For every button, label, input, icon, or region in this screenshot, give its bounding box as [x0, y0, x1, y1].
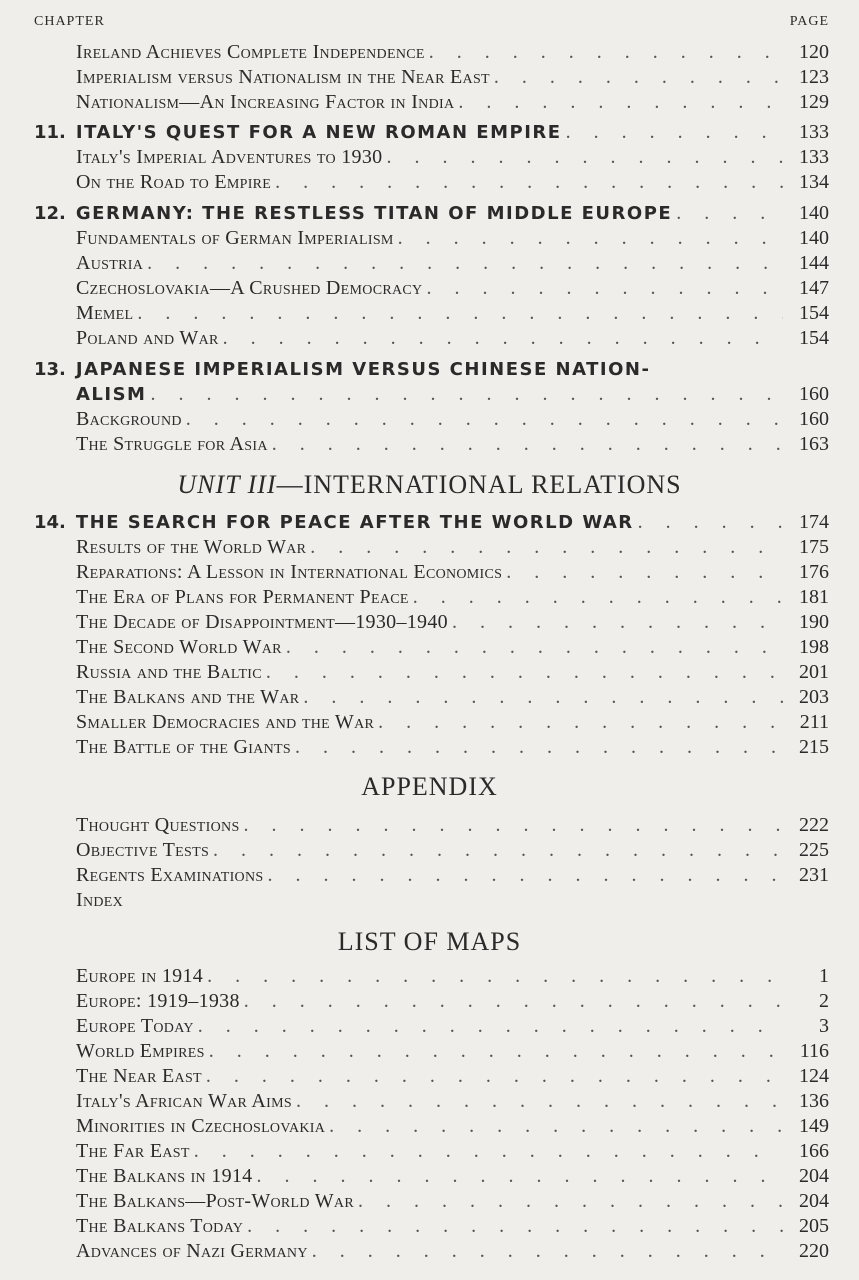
entry-title: Ireland Achieves Complete Independence: [76, 41, 425, 63]
chapter-12-heading[interactable]: [0, 201, 829, 226]
entry-page: 166: [799, 1140, 829, 1162]
entry-page: 134: [799, 171, 829, 193]
maps-heading: LIST OF MAPS: [337, 927, 522, 956]
entry-title: The Far East: [76, 1140, 190, 1162]
toc-entry[interactable]: [0, 610, 829, 635]
map-entry[interactable]: [0, 1239, 829, 1264]
toc-entry[interactable]: [0, 90, 829, 115]
column-headers: [34, 14, 829, 30]
entry-page: 222: [799, 814, 829, 836]
entry-title: The Second World War: [76, 636, 282, 658]
entry-page: 201: [799, 661, 829, 683]
chapter-page: 140: [799, 202, 829, 224]
entry-title: On the Road to Empire: [76, 171, 272, 193]
entry-page: 133: [799, 146, 829, 168]
entry-page: 231: [799, 864, 829, 886]
entry-title: Poland and War: [76, 327, 219, 349]
chapter-title: THE SEARCH FOR PEACE AFTER THE WORLD WAR: [75, 512, 634, 533]
toc-entry[interactable]: [0, 251, 829, 276]
entry-page: 116: [799, 1040, 829, 1062]
entry-title: Smaller Democracies and the War: [76, 711, 375, 733]
entry-title: The Balkans—Post-World War: [76, 1190, 354, 1212]
map-entry[interactable]: [0, 989, 829, 1014]
entry-title: Europe: 1919–1938: [76, 990, 240, 1012]
toc-entry[interactable]: [0, 863, 829, 888]
appendix-heading: APPENDIX: [361, 772, 498, 801]
toc-entry[interactable]: [0, 65, 829, 90]
entry-title: World Empires: [76, 1040, 205, 1062]
entry-title: Background: [76, 408, 182, 430]
toc-entry[interactable]: [0, 432, 829, 457]
toc-entry[interactable]: [0, 813, 829, 838]
unit-title: —INTERNATIONAL RELATIONS: [276, 470, 682, 499]
entry-title: Thought Questions: [76, 814, 240, 836]
entry-title: The Balkans and the War: [76, 686, 300, 708]
entry-page: 198: [799, 636, 829, 658]
entry-title: Russia and the Baltic: [76, 661, 262, 683]
entry-page: 124: [799, 1065, 829, 1087]
entry-page: 215: [799, 736, 829, 758]
chapter-page: 174: [799, 511, 829, 533]
chapter-11-heading[interactable]: [0, 120, 829, 145]
entry-title: The Balkans Today: [76, 1215, 244, 1237]
entry-title: Objective Tests: [76, 839, 210, 861]
map-entry[interactable]: [0, 1164, 829, 1189]
entry-title: Results of the World War: [76, 536, 307, 558]
chapter-title: GERMANY: THE RESTLESS TITAN OF MIDDLE EUROPE: [75, 203, 673, 224]
entry-title: Austria: [76, 252, 144, 274]
entry-page: 1: [819, 965, 829, 987]
entry-title: The Decade of Disappointment—1930–1940: [76, 611, 448, 633]
map-entry[interactable]: [0, 1064, 829, 1089]
entry-page: 154: [799, 302, 829, 324]
entry-page: 225: [799, 839, 829, 861]
entry-title: Europe in 1914: [76, 965, 204, 987]
toc-entry[interactable]: [0, 145, 829, 170]
entry-page: 149: [799, 1115, 829, 1137]
entry-page: 205: [799, 1215, 829, 1237]
entry-title: Italy's Imperial Adventures to 1930: [76, 146, 383, 168]
chapter-title: ITALY'S QUEST FOR A NEW ROMAN EMPIRE: [75, 122, 562, 143]
toc-entry[interactable]: [0, 735, 829, 760]
entry-page: 2: [819, 990, 829, 1012]
chapter-page: 160: [799, 383, 829, 405]
entry-title: The Battle of the Giants: [76, 736, 291, 758]
entry-title: Reparations: A Lesson in International Economics: [76, 561, 503, 583]
page-column-label: PAGE: [789, 14, 829, 29]
entry-title: Minorities in Czechoslovakia: [76, 1115, 326, 1137]
toc-entry[interactable]: [0, 585, 829, 610]
entry-page: 147: [799, 277, 829, 299]
entry-page: 204: [799, 1165, 829, 1187]
toc-entry[interactable]: [0, 710, 829, 735]
toc-entry[interactable]: [0, 40, 829, 65]
entry-page: 175: [799, 536, 829, 558]
toc-entry[interactable]: [0, 560, 829, 585]
entry-page: 203: [799, 686, 829, 708]
entry-title: The Near East: [76, 1065, 202, 1087]
entry-page: 163: [799, 433, 829, 455]
entry-title: Index: [76, 889, 124, 911]
entry-page: 211: [799, 711, 829, 733]
toc-entry[interactable]: [0, 888, 829, 913]
entry-title: Advances of Nazi Germany: [76, 1240, 308, 1262]
entry-page: 129: [799, 91, 829, 113]
chapter-13-heading-cont[interactable]: [0, 382, 829, 407]
entry-title: Memel: [76, 302, 134, 324]
entry-page: 190: [799, 611, 829, 633]
entry-page: 181: [799, 586, 829, 608]
entry-title: Italy's African War Aims: [76, 1090, 292, 1112]
map-entry[interactable]: [0, 1214, 829, 1239]
map-entry[interactable]: [0, 1139, 829, 1164]
chapter-title-line1: JAPANESE IMPERIALISM VERSUS CHINESE NATION-: [75, 359, 651, 380]
chapter-13-heading[interactable]: [0, 357, 829, 382]
chapter-number: 11.: [34, 122, 66, 143]
entry-page: 144: [799, 252, 829, 274]
toc-entry[interactable]: [0, 685, 829, 710]
entry-title: Regents Examinations: [76, 864, 264, 886]
toc-entry[interactable]: [0, 301, 829, 326]
toc-entry[interactable]: [0, 535, 829, 560]
entry-title: Czechoslovakia—A Crushed Democracy: [76, 277, 423, 299]
unit-heading: [0, 470, 859, 500]
toc-entry[interactable]: [0, 838, 829, 863]
entry-page: 154: [799, 327, 829, 349]
chapter-number: 13.: [34, 359, 66, 380]
entry-page: 140: [799, 227, 829, 249]
entry-page: 120: [799, 41, 829, 63]
chapter-number: 14.: [34, 512, 66, 533]
entry-page: 3: [819, 1015, 829, 1037]
toc-entry[interactable]: [0, 170, 829, 195]
map-entry[interactable]: [0, 1114, 829, 1139]
entry-page: 136: [799, 1090, 829, 1112]
chapter-title-line2: ALISM: [76, 384, 147, 405]
map-entry[interactable]: [0, 1039, 829, 1064]
toc-entry[interactable]: [0, 326, 829, 351]
entry-title: Nationalism—An Increasing Factor in India: [76, 91, 455, 113]
entry-title: Europe Today: [76, 1015, 194, 1037]
chapter-number: 12.: [34, 203, 66, 224]
entry-page: 160: [799, 408, 829, 430]
entry-page: 176: [799, 561, 829, 583]
toc-entry[interactable]: [0, 660, 829, 685]
chapter-column-label: CHAPTER: [34, 14, 105, 29]
map-entry[interactable]: [0, 964, 829, 989]
chapter-14-heading[interactable]: [0, 510, 829, 535]
entry-title: Fundamentals of German Imperialism: [76, 227, 394, 249]
entry-title: Imperialism versus Nationalism in the Near East: [76, 66, 490, 88]
entry-page: 123: [799, 66, 829, 88]
map-entry[interactable]: [0, 1189, 829, 1214]
entry-title: The Struggle for Asia: [76, 433, 268, 455]
chapter-page: 133: [799, 121, 829, 143]
entry-page: 220: [799, 1240, 829, 1262]
map-entry[interactable]: [0, 1089, 829, 1114]
toc-entry[interactable]: [0, 226, 829, 251]
entry-title: The Balkans in 1914: [76, 1165, 253, 1187]
toc-entry[interactable]: [0, 276, 829, 301]
unit-number: UNIT III: [177, 470, 277, 499]
entry-page: 204: [799, 1190, 829, 1212]
toc-entry[interactable]: [0, 407, 829, 432]
map-entry[interactable]: [0, 1014, 829, 1039]
toc-entry[interactable]: [0, 635, 829, 660]
entry-title: The Era of Plans for Permanent Peace: [76, 586, 409, 608]
